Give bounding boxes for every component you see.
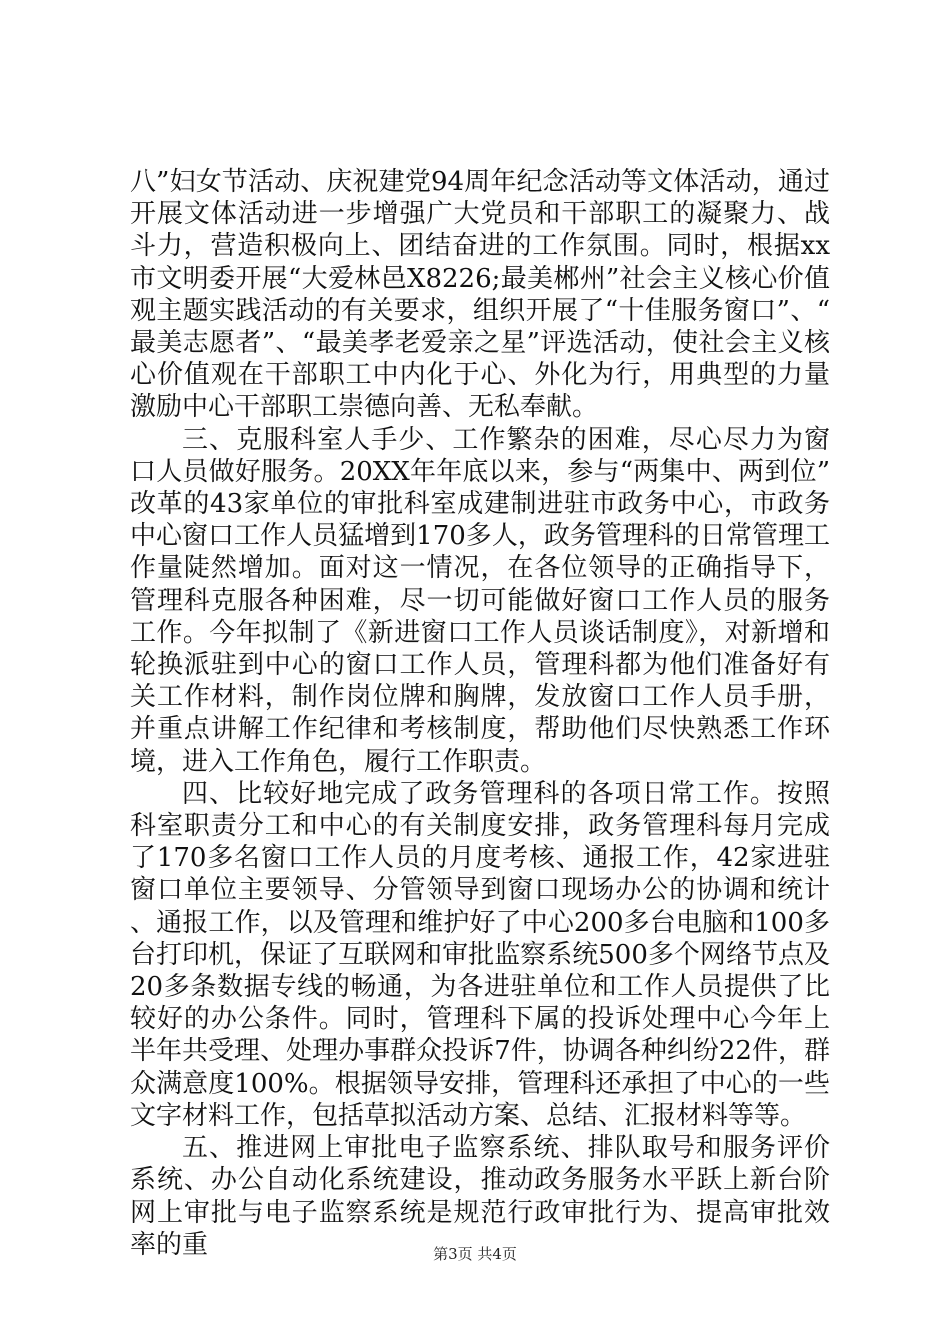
paragraph-1: 八”妇女节活动、庆祝建党94周年纪念活动等文体活动，通过开展文体活动进一步增强广大党员和干部职工的凝聚力、战斗力，营造积极向上、团结奋进的工作氛围。同时，根据xx市文明委开展“大爱林邑X8226;最美郴州”社会主义核心价值观主题实践活动的有关要求，组织开展了“十佳服务窗口”、“最美志愿者”、“最美孝老爱亲之星”评选活动，使社会主义核心价值观在干部职工中内化于心、外化为行，用典型的力量激励中心干部职工崇德向善、无私奉献。 [130,167,830,423]
paragraph-2: 三、克服科室人手少、工作繁杂的困难，尽心尽力为窗口人员做好服务。20XX年年底以来，参与“两集中、两到位”改革的43家单位的审批科室成建制进驻市政务中心，市政务中心窗口工作人员猛增到170多人，政务管理科的日常管理工作量陡然增加。面对这一情况，在各位领导的正确指导下，管理科克服各种困难，尽一切可能做好窗口工作人员的服务工作。今年拟制了《新进窗口工作人员谈话制度》，对新增和轮换派驻到中心的窗口工作人员，管理科都为他们准备好有关工作材料，制作岗位牌和胸牌，发放窗口工作人员手册，并重点讲解工作纪律和考核制度，帮助他们尽快熟悉工作环境，进入工作角色，履行工作职责。 [130,424,830,777]
paragraph-3: 四、比较好地完成了政务管理科的各项日常工作。按照科室职责分工和中心的有关制度安排，政务管理科每月完成了170多名窗口工作人员的月度考核、通报工作，42家进驻窗口单位主要领导、分管领导到窗口现场办公的协调和统计、通报工作，以及管理和维护好了中心200多台电脑和100多台打印机，保证了互联网和审批监察系统500多个网络节点及20多条数据专线的畅通，为各进驻单位和工作人员提供了比较好的办公条件。同时，管理科下属的投诉处理中心今年上半年共受理、处理办事群众投诉7件，协调各种纠纷22件，群众满意度100%。根据领导安排，管理科还承担了中心的一些文字材料工作，包括草拟活动方案、总结、汇报材料等等。 [130,778,830,1131]
document-body [130,166,830,1261]
paragraph-4: 五、推进网上审批电子监察系统、排队取号和服务评价系统、办公自动化系统建设，推动政务服务水平跃上新台阶网上审批与电子监察系统是规范行政审批行为、提高审批效率的重 [130,1133,830,1260]
page-number-footer: 第3页 共4页 [433,1245,517,1263]
